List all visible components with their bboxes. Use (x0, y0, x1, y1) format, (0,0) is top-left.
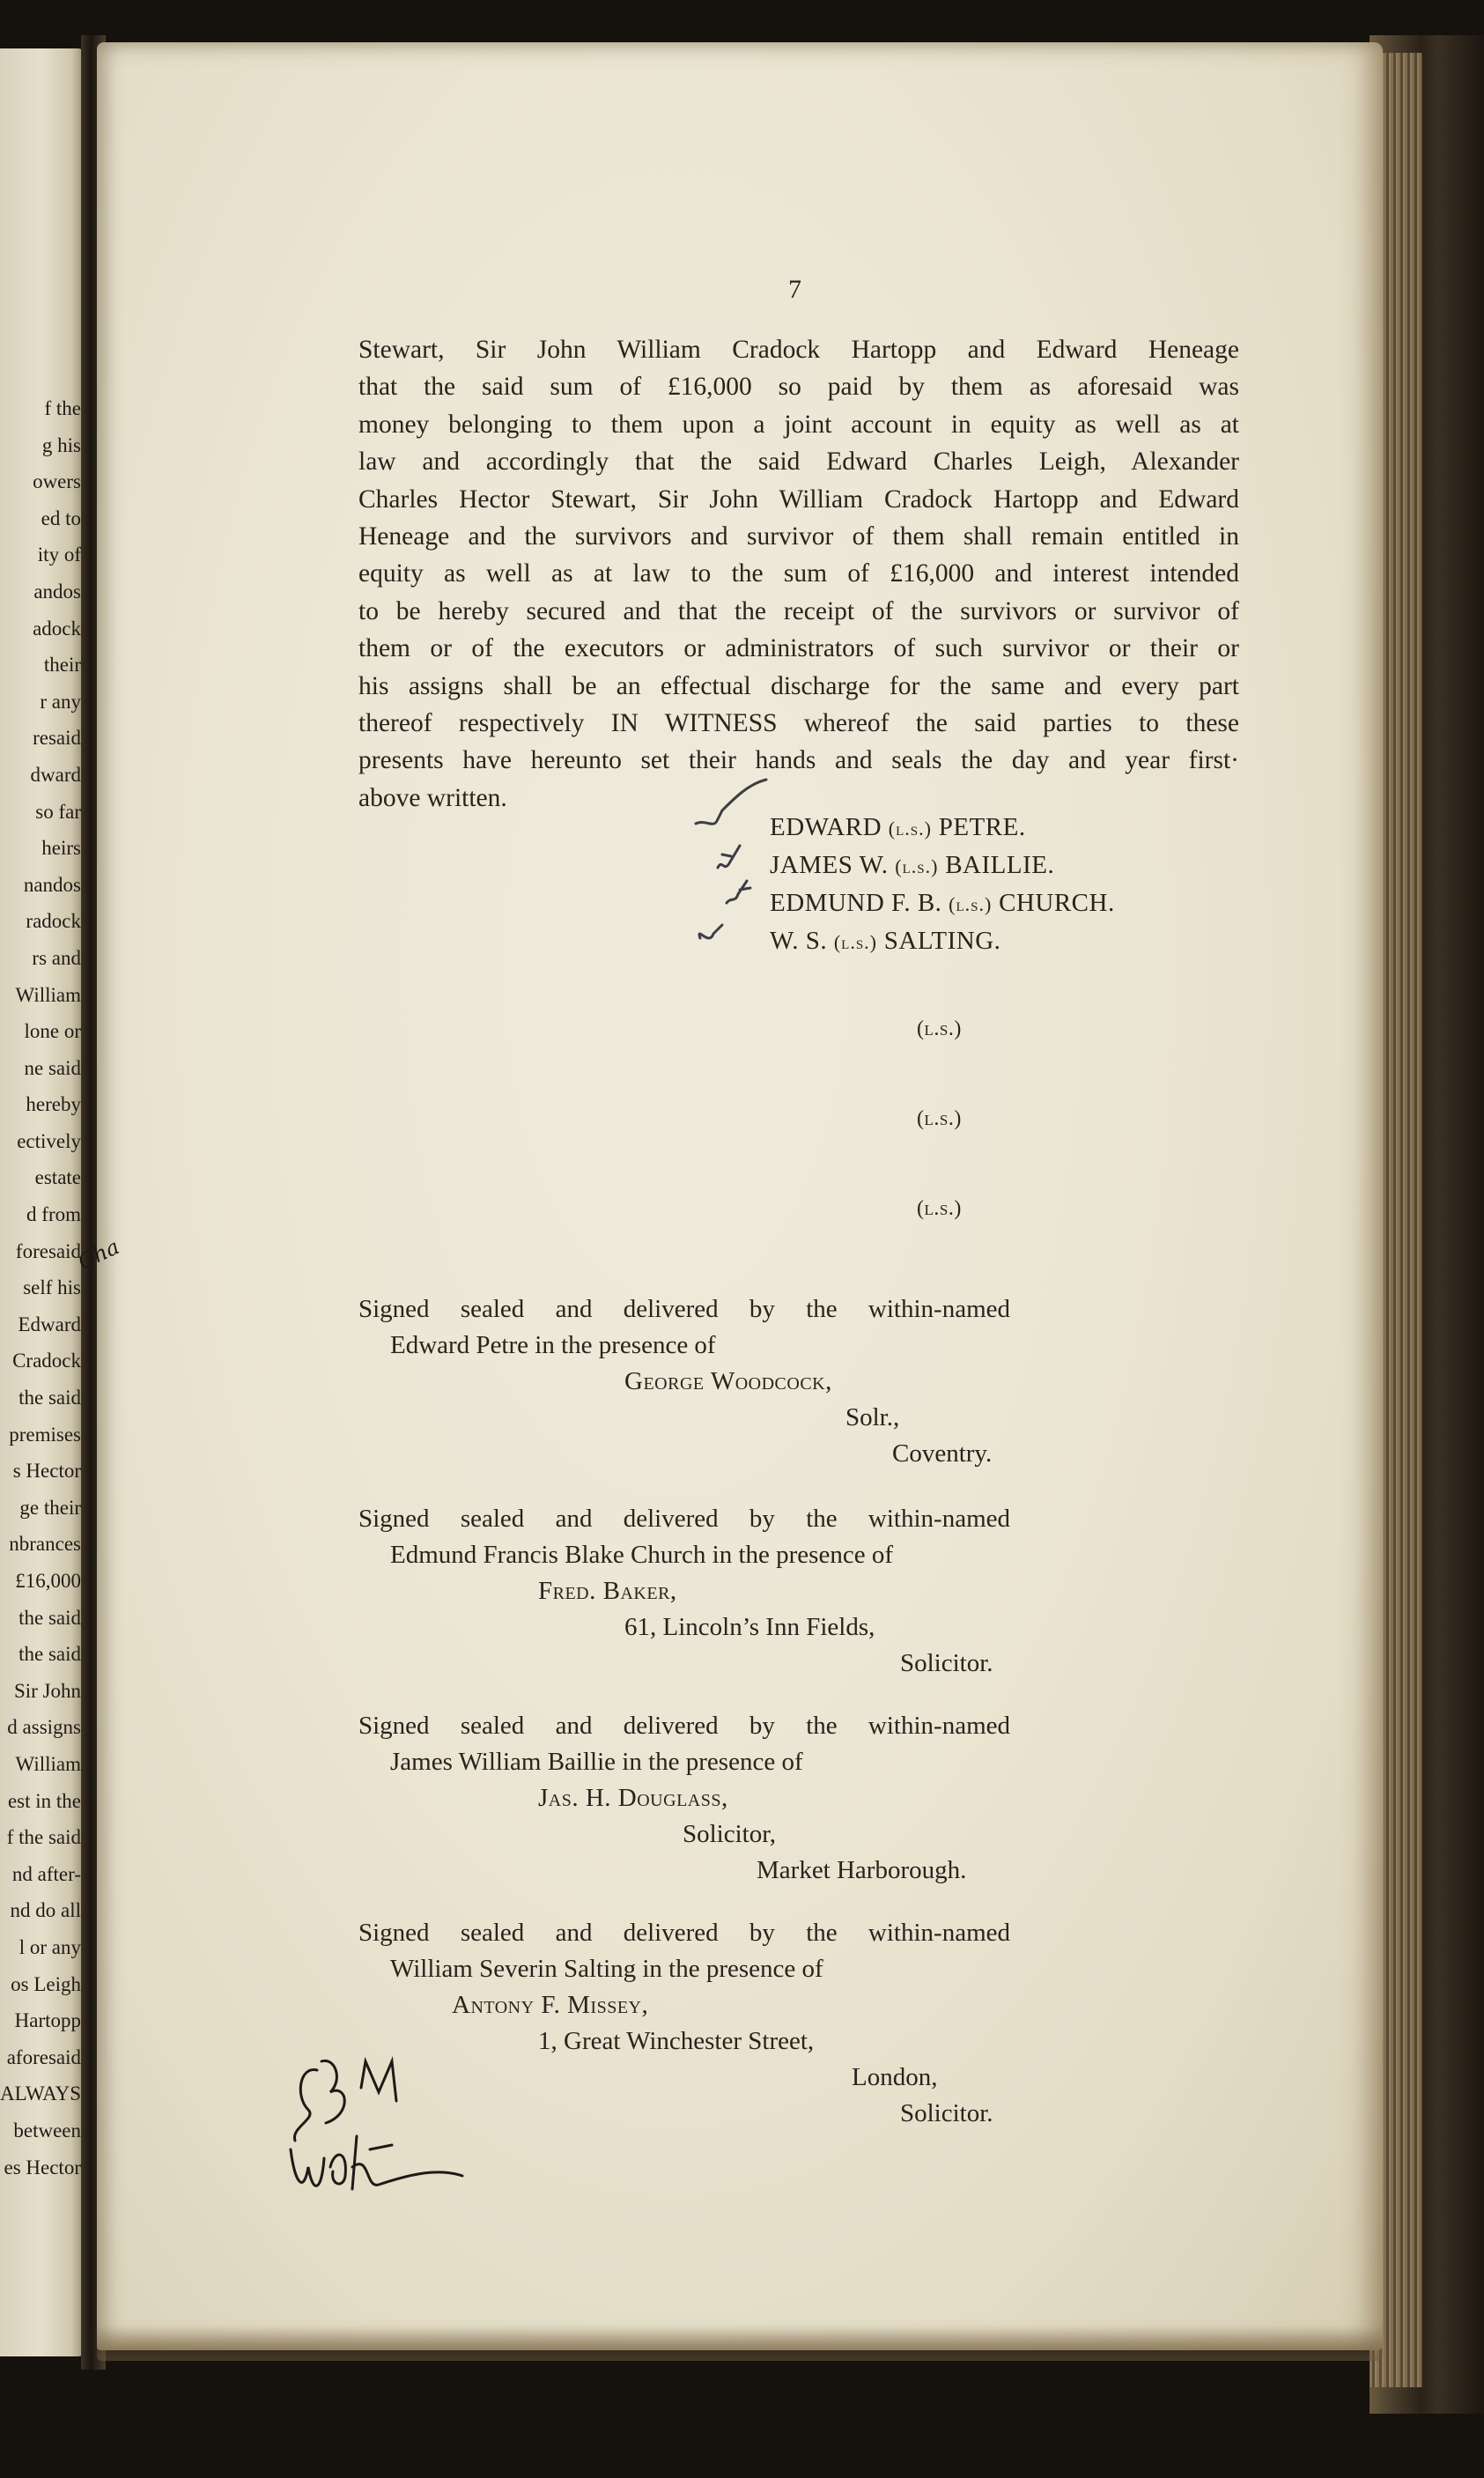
attestation-line: Signed sealed and delivered by the within-named (358, 1505, 1010, 1533)
left-page-fragment: f the said (6, 1826, 81, 1849)
left-page-fragment: between (13, 2119, 81, 2141)
attestation-signatory: Edmund Francis Blake Church in the presence of (390, 1541, 893, 1569)
left-page-fragment: ALWAYS (0, 2082, 82, 2105)
left-page-fragment: s Hector (12, 1460, 81, 1483)
left-page-fragment: l or any (18, 1935, 81, 1958)
left-page-fragment: nd after- (11, 1862, 81, 1885)
body-line: money belonging to them upon a joint account in equity as well as at (358, 410, 1239, 439)
left-page-fragment: resaid (33, 727, 81, 750)
left-page-fragment: self his (23, 1276, 81, 1299)
attestation-signatory: William Severin Salting in the presence of (390, 1955, 823, 1983)
page-number: 7 (788, 275, 801, 304)
attestation-signatory: James William Baillie in the presence of (390, 1748, 803, 1776)
left-page-fragment: William (15, 1752, 81, 1775)
left-page-fragment: William (15, 983, 81, 1006)
left-page-fragment: ed to (41, 507, 81, 529)
left-page-fragment: ectively (17, 1129, 81, 1152)
left-page-fragment: ne said (24, 1056, 81, 1079)
attestation-line: Signed sealed and delivered by the within-named (358, 1295, 1010, 1323)
body-line: Stewart, Sir John William Cradock Hartopp and Edward Heneage (358, 336, 1239, 364)
left-page-fragment: heirs (41, 837, 81, 860)
attestation-signatory: Edward Petre in the presence of (390, 1331, 716, 1359)
body-line: his assigns shall be an effectual discharge for the same and every part (358, 671, 1239, 700)
left-page-fragment: owers (33, 470, 81, 493)
body-line: to be hereby secured and that the receipt of the survivors or survivor of (358, 596, 1239, 625)
pencil-tick-marks (687, 775, 775, 969)
left-page-fragment: foresaid (15, 1239, 81, 1262)
left-page-fragment: r any (40, 690, 81, 713)
left-page-fragment: nbrances (9, 1533, 81, 1556)
witness-name: Fred. Baker, (538, 1577, 677, 1605)
body-line: them or of the executors or administrators of such survivor or their or (358, 634, 1239, 663)
deed-body-text (358, 331, 1239, 817)
left-page-fragment: dward (30, 763, 81, 786)
left-page-fragment: d from (26, 1203, 81, 1226)
left-page-fragment: rs and (32, 946, 81, 969)
blank-seal: (l.s.) (917, 1197, 962, 1220)
attestation-block (358, 1505, 1010, 1685)
left-page-fragment: ge their (19, 1496, 81, 1519)
body-line: presents have hereunto set their hands and seals the day and year first· (358, 746, 1239, 775)
left-facing-page (0, 48, 84, 2356)
left-page-fragment: premises (9, 1423, 81, 1446)
signatory-line: W. S. (l.s.) SALTING. (770, 927, 1001, 955)
attestation-block (358, 1295, 1010, 1476)
body-line: equity as well as at law to the sum of £16,000 and interest intended (358, 559, 1239, 588)
signatory-line: EDMUND F. B. (l.s.) CHURCH. (770, 889, 1115, 917)
left-page-fragment: est in the (7, 1789, 81, 1812)
left-page-fragment: ity of (37, 544, 81, 566)
left-page-text-fragments (0, 390, 83, 2186)
witness-address-line: Market Harborough. (757, 1856, 967, 1884)
left-page-fragment: radock (26, 910, 81, 933)
left-page-fragment: Cradock (12, 1350, 81, 1372)
left-page-fragment: andos (33, 580, 81, 603)
left-page-fragment: aforesaid (6, 2045, 81, 2068)
left-page-fragment: the said (18, 1387, 81, 1409)
body-line: above written. (358, 783, 507, 812)
left-page-fragment: g his (41, 433, 81, 456)
left-page-fragment: their (43, 654, 81, 677)
witness-address-line: Solr., (845, 1403, 900, 1431)
left-page-fragment: os Leigh (11, 1972, 81, 1995)
left-page-fragment: Hartopp (14, 2009, 81, 2032)
left-page-fragment: f the (44, 397, 81, 419)
witness-address-line: 61, Lincoln’s Inn Fields, (624, 1613, 875, 1641)
witness-address-line: 1, Great Winchester Street, (538, 2027, 815, 2055)
left-page-fragment: es Hector (4, 2156, 81, 2178)
witness-name: George Woodcock, (624, 1367, 832, 1395)
page-bottom-shade (97, 2326, 1383, 2361)
left-page-fragment: nandos (23, 873, 81, 896)
witness-name: Antony F. Missey, (452, 1991, 649, 2019)
body-line: Charles Hector Stewart, Sir John William Cradock Hartopp and Edward (358, 485, 1239, 514)
witness-address-line: Solicitor, (683, 1820, 776, 1848)
witness-name: Jas. H. Douglass, (538, 1784, 728, 1812)
witness-address-line: London, (852, 2063, 938, 2091)
body-line: Heneage and the survivors and survivor of them shall remain entitled in (358, 521, 1239, 551)
left-page-fragment: Edward (18, 1313, 81, 1335)
left-page-fragment: d assigns (7, 1716, 81, 1739)
body-line: that the said sum of £16,000 so paid by them as aforesaid was (358, 373, 1239, 402)
left-page-fragment: lone or (24, 1020, 81, 1043)
left-page-fragment: £16,000 (15, 1570, 81, 1592)
left-page-fragment: the said (18, 1606, 81, 1629)
blank-seal: (l.s.) (917, 1017, 962, 1040)
body-line: thereof respectively IN WITNESS whereof the said parties to these (358, 708, 1239, 737)
attestation-block (358, 1712, 1010, 1892)
witness-address-line: Solicitor. (900, 2099, 993, 2127)
left-page-fragment: Sir John (13, 1679, 81, 1702)
left-page-fragment: so far (35, 800, 81, 823)
blank-seal: (l.s.) (917, 1107, 962, 1130)
attestation-line: Signed sealed and delivered by the within-named (358, 1919, 1010, 1947)
attestation-line: Signed sealed and delivered by the within-named (358, 1712, 1010, 1740)
left-page-fragment: the said (18, 1643, 81, 1666)
handwritten-initials (282, 2044, 476, 2211)
left-page-fragment: adock (33, 617, 81, 640)
signatory-line: JAMES W. (l.s.) BAILLIE. (770, 851, 1055, 879)
marginal-handwriting: Cha (74, 1234, 123, 1275)
body-line: law and accordingly that the said Edward Charles Leigh, Alexander (358, 448, 1239, 477)
witness-address-line: Coventry. (892, 1439, 993, 1468)
left-page-fragment: hereby (26, 1093, 81, 1116)
left-page-fragment: nd do all (10, 1899, 81, 1922)
witness-address-line: Solicitor. (900, 1649, 993, 1677)
left-page-fragment: estate (34, 1166, 81, 1189)
signatory-line: EDWARD (l.s.) PETRE. (770, 813, 1026, 841)
